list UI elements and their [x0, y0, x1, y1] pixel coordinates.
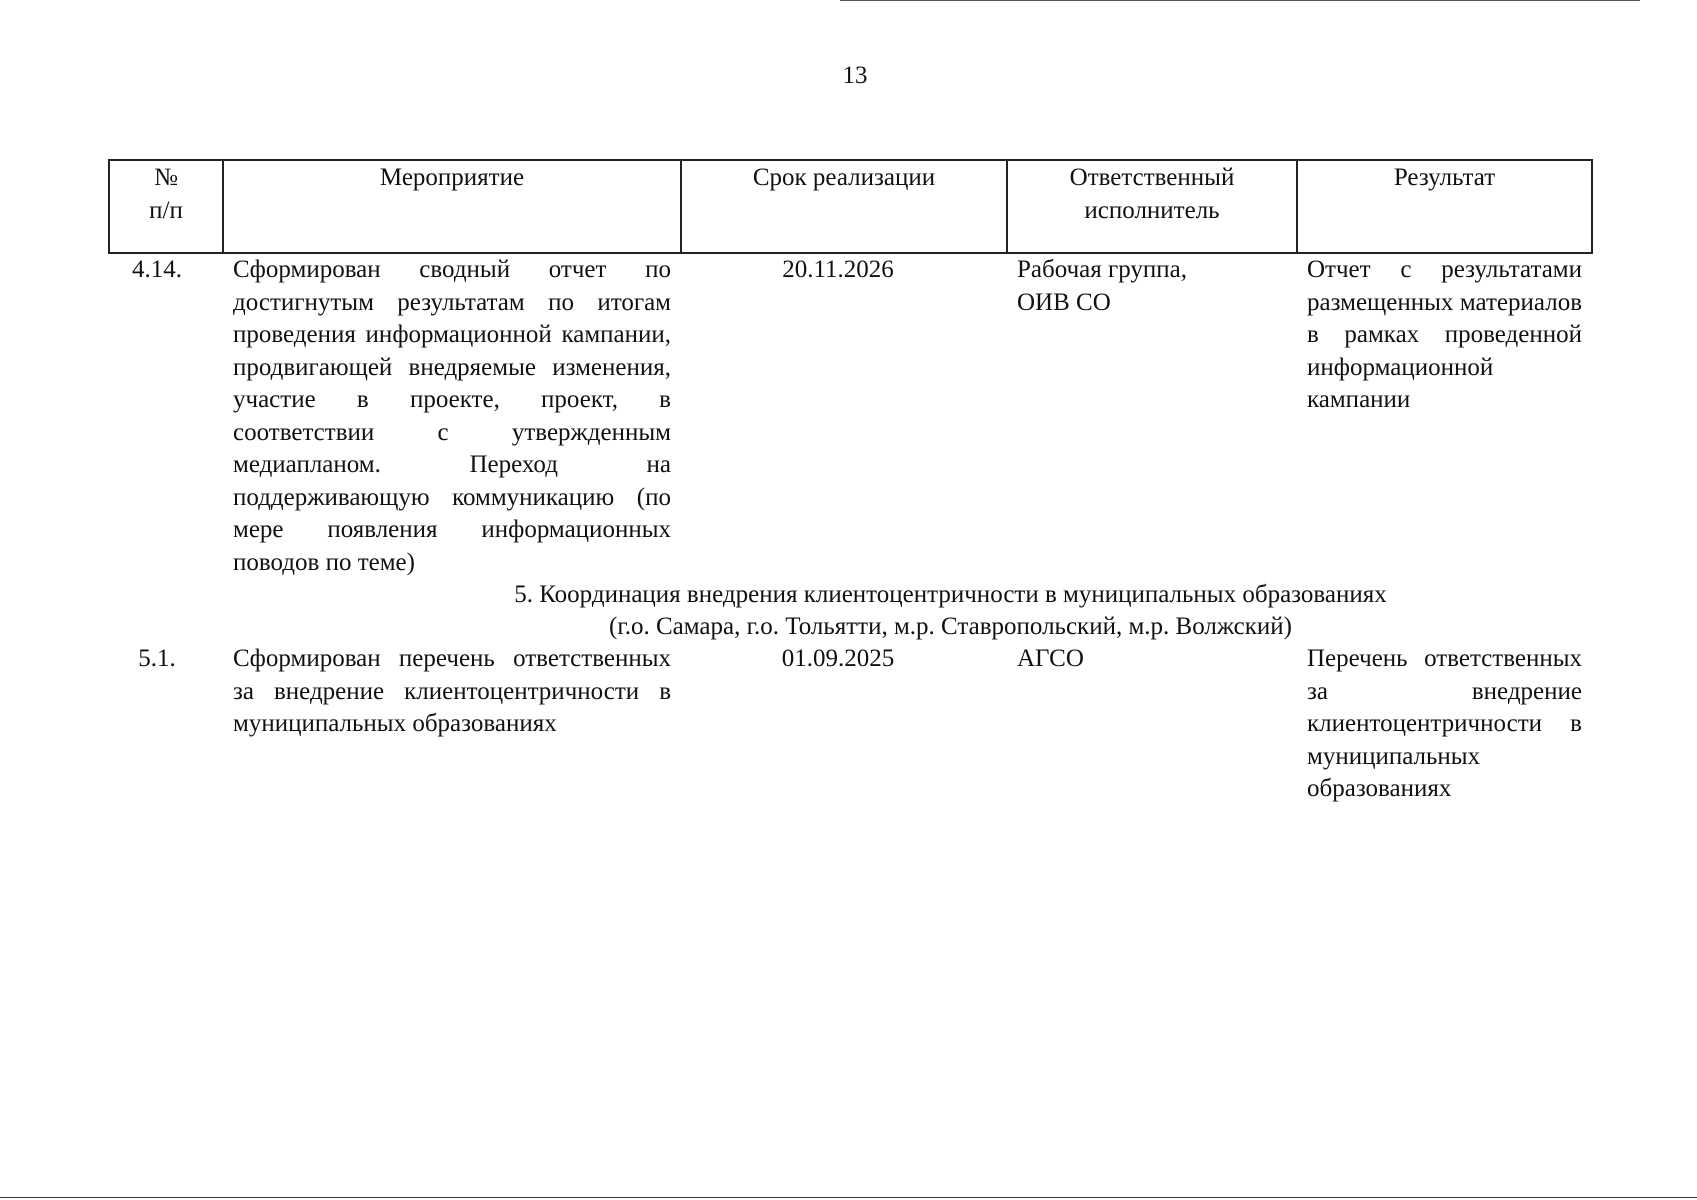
section-heading-row: [109, 579, 1592, 643]
top-edge-line: [840, 0, 1640, 1]
header-result: Результат: [1297, 160, 1592, 253]
header-responsible: [1007, 160, 1297, 253]
term-date: 01.09.2025: [781, 645, 895, 672]
bottom-edge-line: [0, 1197, 1697, 1198]
header-number-label: № п/п: [149, 164, 183, 224]
event-text: Сформирован перечень ответственных за внедрение клиентоцентричности в муниципальных образованиях: [233, 645, 671, 737]
responsible-line: Рабочая группа,: [1017, 256, 1188, 283]
term-date: 20.11.2026: [782, 256, 894, 283]
result-text: Отчет с результатами размещенных материалов в рамках проведенной информационной кампании: [1307, 256, 1582, 413]
table-header-row: [109, 160, 1592, 253]
section-subtitle: (г.о. Самара, г.о. Тольятти, м.р. Ставропольский, м.р. Волжский): [609, 613, 1292, 640]
header-term: Срок реализации: [681, 160, 1007, 253]
section-title: 5. Координация внедрения клиентоцентричности в муниципальных образованиях: [514, 581, 1387, 608]
row-number: 4.14.: [132, 256, 182, 283]
section-heading: [109, 579, 1592, 643]
header-event: Мероприятие: [223, 160, 681, 253]
header-number: [109, 160, 223, 253]
responsible-cell: АГСО: [1017, 645, 1084, 672]
event-text: Сформирован сводный отчет по достигнутым результатам по итогам проведения информационной кампании, продвигающей внедряемые изменения, участие в проекте, проект, в соответствии с утвержденным медиапланом. Переход на поддерживающую коммуникацию (по мере появления информационных поводов по теме): [233, 256, 671, 576]
table-row: [109, 643, 1592, 806]
header-responsible-label: Ответственный исполнитель: [1069, 164, 1235, 224]
measures-table: [108, 159, 1593, 806]
row-number: 5.1.: [138, 645, 176, 672]
table-row: [109, 253, 1592, 579]
result-text: Перечень ответственных за внедрение клиентоцентричности в муниципальных образованиях: [1307, 645, 1582, 802]
responsible-cell: [1007, 253, 1297, 579]
responsible-line: ОИВ СО: [1017, 288, 1111, 316]
page-number: 13: [842, 62, 868, 89]
